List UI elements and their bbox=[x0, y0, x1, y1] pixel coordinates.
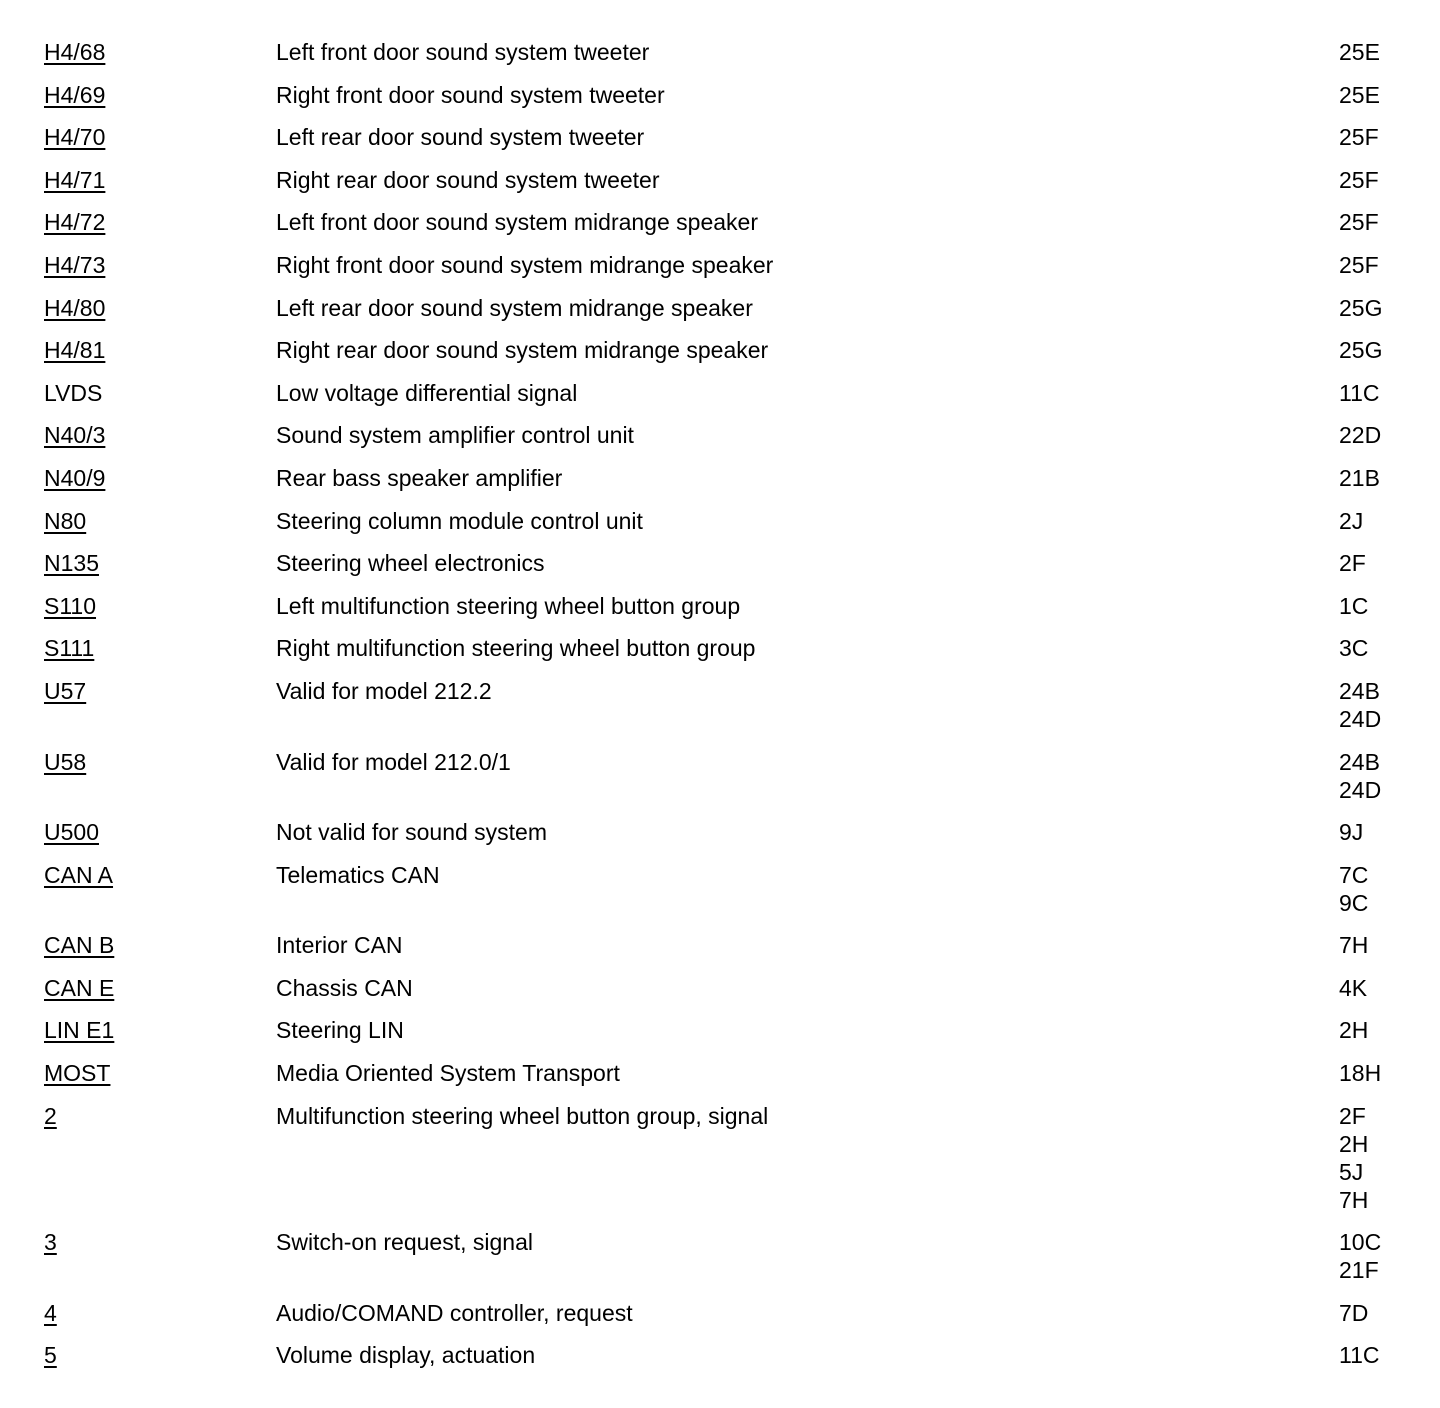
component-description: Left rear door sound system midrange speaker bbox=[276, 294, 753, 321]
legend-row bbox=[0, 208, 1440, 251]
legend-row bbox=[0, 677, 1440, 748]
component-description: Left front door sound system midrange speaker bbox=[276, 209, 758, 236]
legend-row bbox=[0, 818, 1440, 861]
grid-reference: 22D bbox=[1339, 422, 1382, 449]
legend-row bbox=[0, 421, 1440, 464]
component-description: Media Oriented System Transport bbox=[276, 1060, 620, 1087]
component-description: Rear bass speaker amplifier bbox=[276, 464, 563, 491]
grid-references bbox=[1339, 677, 1381, 733]
grid-references bbox=[1339, 1228, 1381, 1284]
grid-reference: 24D bbox=[1339, 776, 1382, 803]
grid-reference: 7H bbox=[1339, 932, 1369, 959]
component-description: Steering wheel electronics bbox=[276, 550, 545, 577]
component-description: Multifunction steering wheel button group, signal bbox=[276, 1102, 769, 1129]
grid-references bbox=[1339, 1341, 1380, 1369]
legend-row bbox=[0, 1016, 1440, 1059]
component-description: Right rear door sound system midrange speaker bbox=[276, 337, 769, 364]
component-code-link[interactable]: CAN E bbox=[44, 974, 115, 1001]
legend-row bbox=[0, 1299, 1440, 1342]
component-code-link[interactable]: H4/71 bbox=[44, 166, 106, 193]
grid-reference: 11C bbox=[1339, 1342, 1380, 1369]
grid-reference: 2H bbox=[1339, 1017, 1369, 1044]
grid-references bbox=[1339, 974, 1367, 1002]
grid-references bbox=[1339, 421, 1381, 449]
grid-references bbox=[1339, 549, 1366, 577]
grid-references bbox=[1339, 38, 1380, 66]
legend-row bbox=[0, 294, 1440, 337]
legend-row bbox=[0, 748, 1440, 819]
component-code-link[interactable]: U57 bbox=[44, 677, 87, 704]
component-code-link[interactable]: N40/3 bbox=[44, 422, 106, 449]
legend-row bbox=[0, 464, 1440, 507]
component-code-link[interactable]: H4/68 bbox=[44, 39, 106, 65]
grid-reference: 11C bbox=[1339, 379, 1380, 406]
grid-reference: 10C bbox=[1339, 1229, 1382, 1256]
grid-references bbox=[1339, 634, 1368, 662]
legend-row bbox=[0, 123, 1440, 166]
grid-references bbox=[1339, 81, 1380, 109]
grid-references bbox=[1339, 123, 1379, 151]
legend-row bbox=[0, 251, 1440, 294]
component-description: Valid for model 212.2 bbox=[276, 677, 492, 704]
legend-row bbox=[0, 1341, 1440, 1384]
component-description: Right front door sound system midrange speaker bbox=[276, 251, 774, 278]
component-description: Valid for model 212.0/1 bbox=[276, 748, 511, 775]
component-description: Steering LIN bbox=[276, 1017, 404, 1044]
grid-references bbox=[1339, 931, 1368, 959]
grid-reference: 2H bbox=[1339, 1130, 1369, 1157]
grid-references bbox=[1339, 1059, 1381, 1087]
grid-reference: 25F bbox=[1339, 166, 1379, 193]
grid-references bbox=[1339, 748, 1381, 804]
component-code-link[interactable]: H4/69 bbox=[44, 81, 106, 108]
grid-reference: 9J bbox=[1339, 819, 1364, 846]
grid-reference: 18H bbox=[1339, 1060, 1382, 1087]
grid-references bbox=[1339, 818, 1363, 846]
legend-row bbox=[0, 861, 1440, 932]
component-code-link[interactable]: H4/70 bbox=[44, 124, 106, 151]
grid-reference: 25F bbox=[1339, 251, 1379, 278]
legend-row bbox=[0, 379, 1440, 422]
legend-table bbox=[0, 38, 1440, 1384]
component-description: Volume display, actuation bbox=[276, 1342, 536, 1369]
grid-reference: 7C bbox=[1339, 861, 1369, 888]
grid-references bbox=[1339, 1016, 1368, 1044]
grid-reference: 25G bbox=[1339, 337, 1383, 364]
legend-row bbox=[0, 549, 1440, 592]
grid-references bbox=[1339, 592, 1368, 620]
component-code-link[interactable]: 3 bbox=[44, 1229, 57, 1256]
grid-reference: 25G bbox=[1339, 294, 1383, 321]
component-code-link[interactable]: U58 bbox=[44, 748, 87, 775]
legend-row bbox=[0, 336, 1440, 379]
grid-reference: 24B bbox=[1339, 677, 1380, 704]
component-code-link[interactable]: N80 bbox=[44, 507, 87, 534]
component-description: Audio/COMAND controller, request bbox=[276, 1299, 633, 1326]
component-description: Sound system amplifier control unit bbox=[276, 422, 634, 449]
grid-references bbox=[1339, 166, 1379, 194]
grid-references bbox=[1339, 507, 1363, 535]
grid-reference: 2J bbox=[1339, 507, 1364, 534]
component-code-link[interactable]: 2 bbox=[44, 1102, 57, 1129]
legend-row bbox=[0, 81, 1440, 124]
component-code-link[interactable]: 5 bbox=[44, 1342, 57, 1369]
component-description: Steering column module control unit bbox=[276, 507, 643, 534]
grid-reference: 25F bbox=[1339, 209, 1379, 236]
component-description: Left front door sound system tweeter bbox=[276, 39, 650, 65]
grid-reference: 2F bbox=[1339, 550, 1366, 577]
legend-row bbox=[0, 592, 1440, 635]
legend-row bbox=[0, 634, 1440, 677]
grid-reference: 3C bbox=[1339, 635, 1369, 662]
legend-row bbox=[0, 507, 1440, 550]
component-description: Not valid for sound system bbox=[276, 819, 548, 846]
grid-reference: 21F bbox=[1339, 1257, 1379, 1284]
component-code-link[interactable]: MOST bbox=[44, 1060, 111, 1087]
grid-reference: 7D bbox=[1339, 1299, 1369, 1326]
component-description: Left rear door sound system tweeter bbox=[276, 124, 645, 151]
component-code-link[interactable]: H4/81 bbox=[44, 337, 106, 364]
grid-reference: 4K bbox=[1339, 974, 1368, 1001]
legend-row bbox=[0, 1059, 1440, 1102]
grid-references bbox=[1339, 336, 1382, 364]
grid-references bbox=[1339, 1299, 1368, 1327]
component-description: Left multifunction steering wheel button group bbox=[276, 592, 741, 619]
grid-reference: 25F bbox=[1339, 124, 1379, 151]
component-description: Right front door sound system tweeter bbox=[276, 81, 665, 108]
grid-references bbox=[1339, 294, 1382, 322]
grid-references bbox=[1339, 251, 1379, 279]
grid-references bbox=[1339, 379, 1380, 407]
legend-row bbox=[0, 931, 1440, 974]
grid-reference: 1C bbox=[1339, 592, 1369, 619]
legend-row bbox=[0, 974, 1440, 1017]
component-code-link[interactable]: S111 bbox=[44, 635, 95, 662]
component-description: Interior CAN bbox=[276, 932, 403, 959]
grid-reference: 5J bbox=[1339, 1158, 1364, 1185]
grid-reference: 21B bbox=[1339, 464, 1380, 491]
legend-row bbox=[0, 1102, 1440, 1229]
component-code: LVDS bbox=[44, 379, 103, 406]
grid-reference: 9C bbox=[1339, 889, 1369, 916]
component-description: Right rear door sound system tweeter bbox=[276, 166, 660, 193]
component-code-link[interactable]: S110 bbox=[44, 592, 97, 619]
component-code-link[interactable]: N135 bbox=[44, 550, 99, 577]
component-code-link[interactable]: LIN E1 bbox=[44, 1017, 115, 1044]
component-code-link[interactable]: N40/9 bbox=[44, 464, 106, 491]
component-description: Low voltage differential signal bbox=[276, 379, 578, 406]
component-description: Telematics CAN bbox=[276, 861, 440, 888]
grid-reference: 25E bbox=[1339, 39, 1380, 65]
legend-row bbox=[0, 38, 1440, 81]
grid-reference: 24B bbox=[1339, 748, 1380, 775]
grid-reference: 25E bbox=[1339, 81, 1380, 108]
grid-references bbox=[1339, 208, 1379, 236]
component-description: Switch-on request, signal bbox=[276, 1229, 533, 1256]
component-code-link[interactable]: H4/72 bbox=[44, 209, 106, 236]
grid-references bbox=[1339, 861, 1368, 917]
grid-references bbox=[1339, 464, 1380, 492]
grid-reference: 7H bbox=[1339, 1186, 1369, 1213]
component-code-link[interactable]: H4/73 bbox=[44, 251, 106, 278]
component-code-link[interactable]: U500 bbox=[44, 819, 99, 846]
component-code-link[interactable]: CAN B bbox=[44, 932, 115, 959]
component-code-link[interactable]: CAN A bbox=[44, 861, 114, 888]
component-description: Chassis CAN bbox=[276, 974, 413, 1001]
legend-row bbox=[0, 166, 1440, 209]
component-description: Right multifunction steering wheel button group bbox=[276, 635, 756, 662]
legend-row bbox=[0, 1228, 1440, 1299]
component-code-link[interactable]: 4 bbox=[44, 1299, 57, 1326]
grid-reference: 2F bbox=[1339, 1102, 1366, 1129]
component-code-link[interactable]: H4/80 bbox=[44, 294, 106, 321]
grid-reference: 24D bbox=[1339, 705, 1382, 732]
grid-references bbox=[1339, 1102, 1368, 1214]
